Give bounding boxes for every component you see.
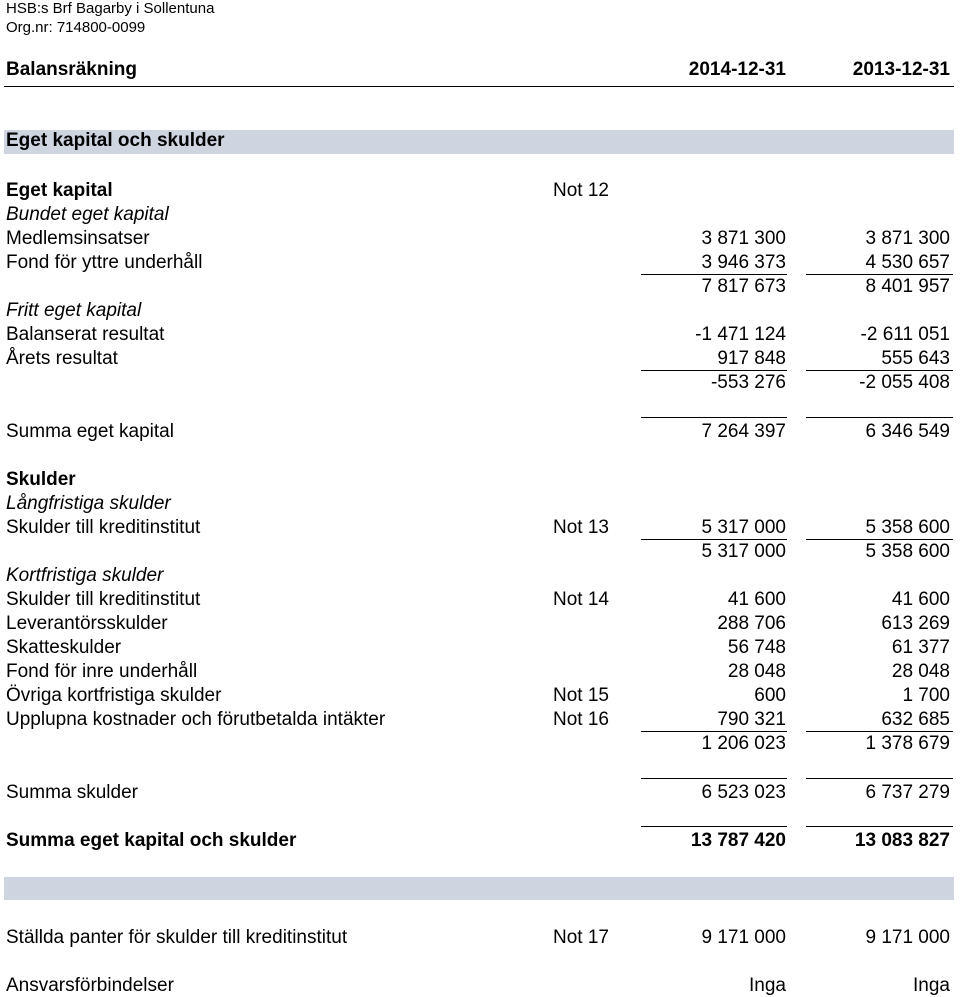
langfristiga-heading: Långfristiga skulder xyxy=(6,493,171,514)
title-row xyxy=(0,57,960,81)
value-2013: 4 530 657 xyxy=(865,252,950,273)
value-2013: -2 611 051 xyxy=(860,324,950,345)
value-2014: 1 206 023 xyxy=(701,733,786,754)
fritt-heading-row xyxy=(0,298,960,322)
value-2014: 9 171 000 xyxy=(701,927,786,948)
note-reference: Not 17 xyxy=(553,927,609,948)
row-label: Fond för yttre underhåll xyxy=(6,252,203,273)
value-2014: 600 xyxy=(754,685,786,706)
skulder-heading-row xyxy=(0,467,960,491)
company-name: HSB:s Brf Bagarby i Sollentuna xyxy=(6,0,215,17)
table-row xyxy=(0,587,960,611)
fritt-heading: Fritt eget kapital xyxy=(6,300,142,321)
value-2014: 41 600 xyxy=(727,589,786,610)
subtotal-row xyxy=(0,539,960,563)
value-2013: 5 358 600 xyxy=(865,517,950,538)
row-label: Leverantörsskulder xyxy=(6,613,168,634)
value-2014: 7 817 673 xyxy=(701,276,786,297)
table-row xyxy=(0,611,960,635)
value-2013: 3 871 300 xyxy=(865,228,950,249)
row-label: Ställda panter för skulder till kreditinstitut xyxy=(6,927,348,948)
summa-eget-kapital-row xyxy=(0,419,960,443)
value-2013: 8 401 957 xyxy=(865,276,950,297)
value-2013: 6 737 279 xyxy=(865,782,950,803)
value-2014: 5 317 000 xyxy=(701,517,786,538)
value-2013: 41 600 xyxy=(891,589,950,610)
row-label: Skulder till kreditinstitut xyxy=(6,589,201,610)
total-label: Summa eget kapital och skulder xyxy=(6,830,297,851)
total-value-2013: 13 083 827 xyxy=(854,830,950,851)
value-2013: 6 346 549 xyxy=(865,421,950,442)
subtotal-row xyxy=(0,370,960,394)
sum-line xyxy=(641,417,787,418)
note-reference: Not 14 xyxy=(553,589,609,610)
table-row xyxy=(0,659,960,683)
eget-kapital-heading: Eget kapital xyxy=(6,180,113,201)
value-2014: 790 321 xyxy=(717,709,786,730)
row-label: Fond för inre underhåll xyxy=(6,661,198,682)
value-2013: -2 055 408 xyxy=(859,372,950,393)
value-2014: -1 471 124 xyxy=(695,324,786,345)
org-number: Org.nr: 714800-0099 xyxy=(6,19,146,36)
note-reference: Not 16 xyxy=(553,709,609,730)
value-2014: 3 871 300 xyxy=(701,228,786,249)
skulder-heading: Skulder xyxy=(6,469,76,490)
note-reference: Not 13 xyxy=(553,517,609,538)
row-label: Upplupna kostnader och förutbetalda intäkter xyxy=(6,709,386,730)
row-label: Medlemsinsatser xyxy=(6,228,150,249)
sum-line xyxy=(806,417,953,418)
bundet-heading-row xyxy=(0,202,960,226)
row-label: Övriga kortfristiga skulder xyxy=(6,685,222,706)
row-label: Summa skulder xyxy=(6,782,138,803)
value-2013: 9 171 000 xyxy=(865,927,950,948)
separator-band xyxy=(4,877,954,900)
value-2014: 288 706 xyxy=(717,613,786,634)
ansvarsforbindelser-row xyxy=(0,973,960,997)
value-2013: 1 378 679 xyxy=(865,733,950,754)
table-row xyxy=(0,635,960,659)
row-label: Balanserat resultat xyxy=(6,324,165,345)
sum-line xyxy=(641,778,787,779)
total-line xyxy=(641,826,787,827)
subtotal-row xyxy=(0,731,960,755)
title-underline xyxy=(4,86,954,87)
row-label: Skulder till kreditinstitut xyxy=(6,517,201,538)
table-row xyxy=(0,515,960,539)
row-label: Ansvarsförbindelser xyxy=(6,975,174,996)
kortfristiga-heading-row xyxy=(0,563,960,587)
row-label: Skatteskulder xyxy=(6,637,122,658)
table-row xyxy=(0,250,960,274)
value-2014: 28 048 xyxy=(727,661,786,682)
summa-skulder-row xyxy=(0,780,960,804)
sum-line xyxy=(806,778,953,779)
value-2013: 632 685 xyxy=(881,709,950,730)
note-reference: Not 15 xyxy=(553,685,609,706)
value-2014: 3 946 373 xyxy=(701,252,786,273)
bundet-heading: Bundet eget kapital xyxy=(6,204,169,225)
value-2013: 613 269 xyxy=(881,613,950,634)
total-row xyxy=(0,828,960,852)
column-header-2013: 2013-12-31 xyxy=(852,59,950,80)
table-row xyxy=(0,707,960,731)
value-2014: -553 276 xyxy=(710,372,786,393)
note-reference: Not 12 xyxy=(553,180,609,201)
value-2014: 5 317 000 xyxy=(701,541,786,562)
row-label: Summa eget kapital xyxy=(6,421,174,442)
value-2013: Inga xyxy=(913,975,950,996)
row-label: Årets resultat xyxy=(6,348,118,369)
value-2013: 555 643 xyxy=(881,348,950,369)
value-2013: 5 358 600 xyxy=(865,541,950,562)
value-2013: 28 048 xyxy=(891,661,950,682)
value-2014: 6 523 023 xyxy=(701,782,786,803)
table-row xyxy=(0,226,960,250)
eget-kapital-heading-row xyxy=(0,178,960,202)
value-2014: 7 264 397 xyxy=(701,421,786,442)
table-row xyxy=(0,346,960,370)
value-2013: 1 700 xyxy=(902,685,950,706)
column-header-2014: 2014-12-31 xyxy=(688,59,786,80)
value-2013: 61 377 xyxy=(891,637,950,658)
subtotal-row xyxy=(0,274,960,298)
section-band xyxy=(4,130,954,154)
value-2014: 56 748 xyxy=(727,637,786,658)
total-line xyxy=(806,826,953,827)
langfristiga-heading-row xyxy=(0,491,960,515)
table-row xyxy=(0,683,960,707)
table-row xyxy=(0,322,960,346)
total-value-2014: 13 787 420 xyxy=(690,830,786,851)
section-band-label: Eget kapital och skulder xyxy=(6,130,225,151)
value-2014: 917 848 xyxy=(717,348,786,369)
value-2014: Inga xyxy=(749,975,786,996)
page-title: Balansräkning xyxy=(6,59,137,80)
kortfristiga-heading: Kortfristiga skulder xyxy=(6,565,164,586)
stallda-panter-row xyxy=(0,925,960,949)
